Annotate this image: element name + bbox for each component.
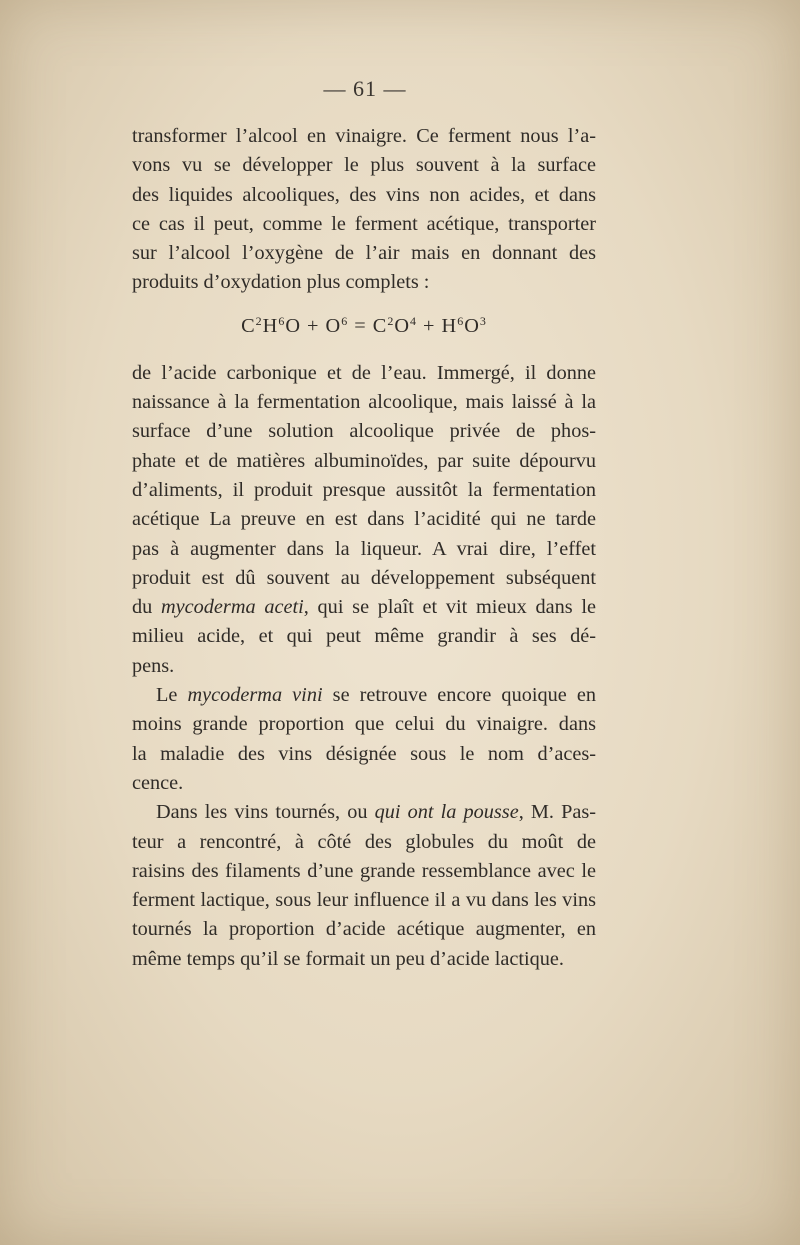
text-line: transformer l’alcool en vinaigre. Ce ferment nous l’a- (132, 125, 596, 147)
italic-term: mycoderma aceti (161, 596, 304, 619)
text-fragment: Dans les vins tournés, ou (156, 801, 375, 824)
formula-part: H (262, 314, 279, 337)
text-line: vons vu se développer le plus souvent à la surface (132, 154, 596, 177)
text-fragment: Le (156, 684, 188, 707)
page-number: — 61 — (323, 76, 407, 101)
text-line: la maladie des vins désignée sous le nom d’aces- (132, 742, 596, 765)
formula-part: O (394, 314, 410, 337)
text-line: phate et de matières albuminoïdes, par suite dépourvu (132, 449, 596, 472)
text-line: produit est dû souvent au développement subséquent (132, 566, 596, 589)
formula-subscript: 6 (341, 313, 349, 328)
text-line: d’aliments, il produit presque aussitôt la fermentation (132, 478, 596, 501)
text-line (132, 593, 596, 622)
text-line: ferment lactique, sous leur influence il a vu dans les vins (132, 889, 596, 912)
text-line: pas à augmenter dans la liqueur. A vrai dire, l’effet (132, 537, 596, 560)
body-text (132, 122, 596, 974)
text-line: cence. (132, 771, 184, 794)
formula-part: C (241, 314, 256, 337)
text-line (132, 681, 596, 710)
text-line: sur l’alcool l’oxygène de l’air mais en donnant des (132, 242, 596, 265)
text-line: même temps qu’il se formait un peu d’acide lactique. (132, 947, 564, 970)
text-line: moins grande proportion que celui du vinaigre. dans (132, 713, 596, 736)
text-line: teur a rencontré, à côté des globules du moût de (132, 830, 596, 853)
formula-part: = C (348, 314, 388, 337)
text-line: naissance à la fermentation alcoolique, mais laissé à la (132, 391, 596, 414)
formula-subscript: 2 (387, 313, 395, 328)
text-line: produits d’oxydation plus complets : (132, 271, 430, 294)
formula-part: + H (416, 314, 458, 337)
formula-part: O + O (285, 314, 342, 337)
text-line: des liquides alcooliques, des vins non acides, et dans (132, 183, 596, 206)
text-line: milieu acide, et qui peut même grandir à ses dé- (132, 625, 596, 648)
text-line: tournés la proportion d’acide acétique augmenter, en (132, 918, 596, 941)
text-line: ce cas il peut, comme le ferment acétique, transporter (132, 212, 596, 235)
text-line: pens. (132, 654, 175, 677)
formula-subscript: 2 (255, 313, 263, 328)
formula-part: O (464, 314, 480, 337)
formula-subscript: 6 (278, 313, 286, 328)
italic-term: qui ont la pousse (374, 801, 519, 824)
text-line (132, 798, 596, 827)
text-line: acétique La preuve en est dans l’acidité qui ne tarde (132, 508, 596, 531)
text-fragment: , M. Pas- (518, 801, 597, 824)
text-fragment: du (132, 596, 161, 619)
text-fragment: se retrouve encore quoique en (322, 684, 596, 707)
chemical-formula (132, 312, 596, 345)
formula-subscript: 3 (479, 313, 487, 328)
text-fragment: , qui se plaît et vit mieux dans le (303, 596, 596, 619)
text-line: surface d’une solution alcoolique privée de phos- (132, 420, 596, 443)
formula-subscript: 6 (457, 313, 465, 328)
text-line: de l’acide carbonique et de l’eau. Immergé, il donne (132, 361, 596, 384)
text-line: raisins des filaments d’une grande ressemblance avec le (132, 859, 596, 882)
italic-term: mycoderma vini (187, 684, 323, 707)
formula-subscript: 4 (409, 313, 417, 328)
